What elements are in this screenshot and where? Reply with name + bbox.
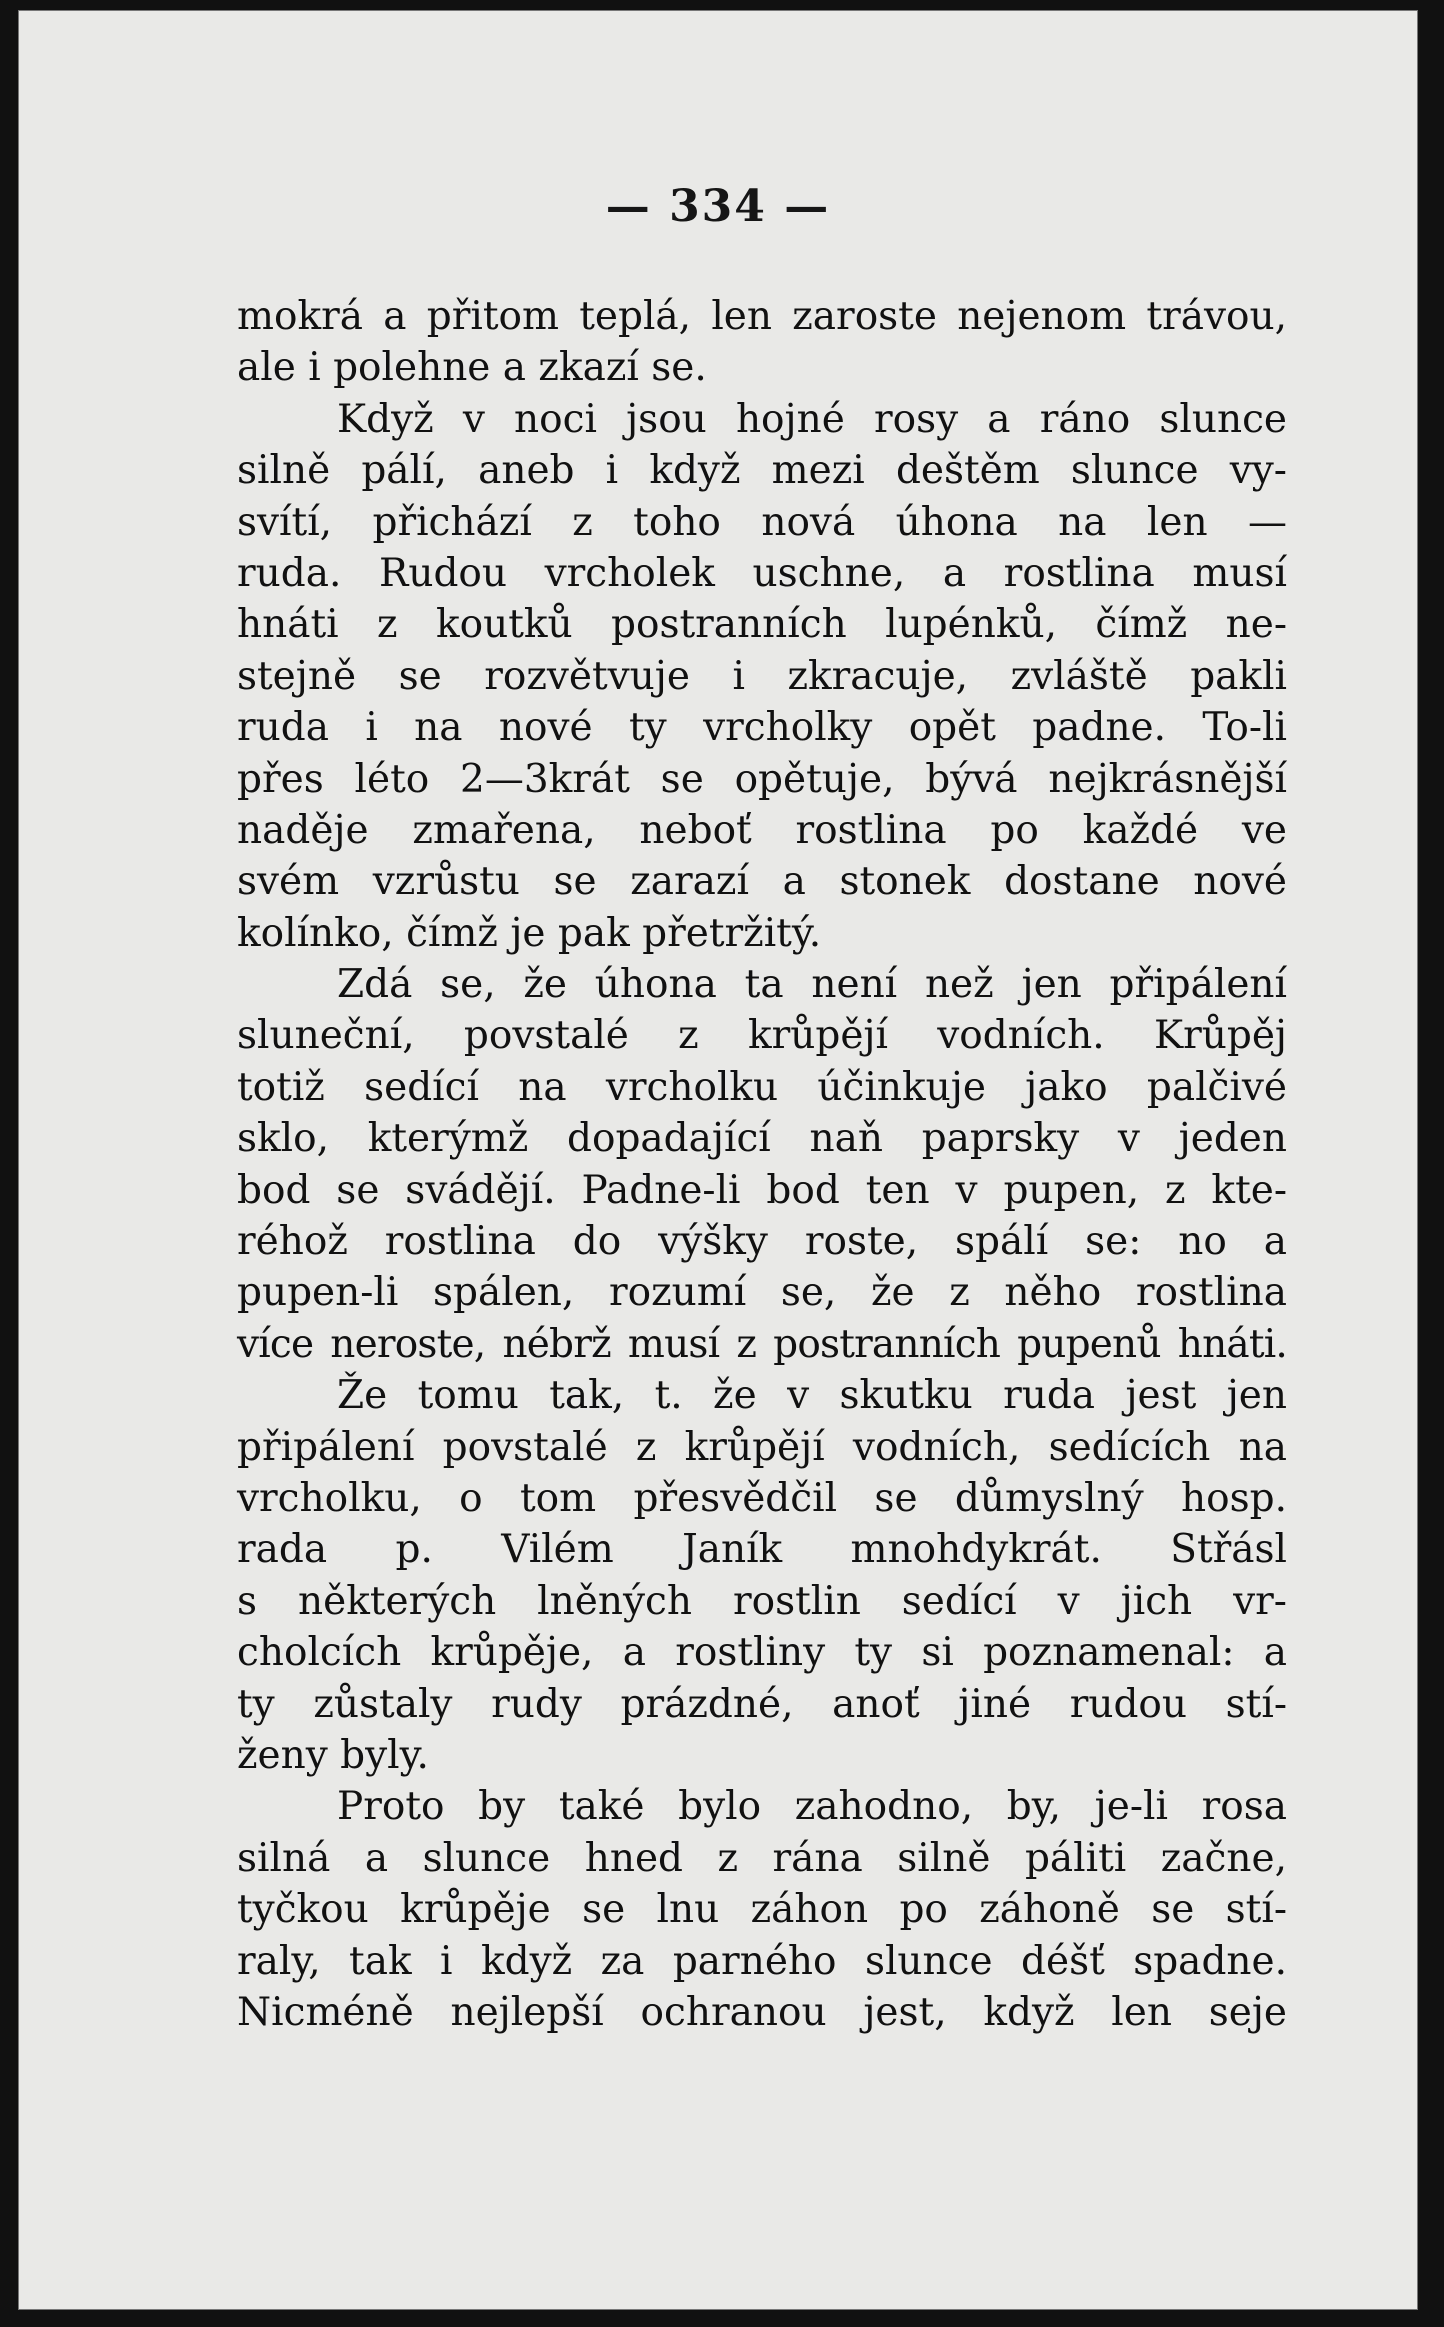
paragraph-start-line: Že tomu tak, t. že v skutku ruda jest jen [337, 1373, 1287, 1419]
text-line: přes léto 2—3krát se opětuje, bývá nejkrásnější [237, 756, 1287, 802]
paragraph-start-line: Když v noci jsou hojné rosy a ráno slunce [337, 396, 1287, 442]
text-line: kolínko, čímž je pak přetržitý. [237, 910, 822, 956]
text-line: silná a slunce hned z rána silně páliti začne, [237, 1835, 1287, 1881]
text-line: sklo, kterýmž dopadající naň paprsky v jeden [237, 1116, 1287, 1162]
text-line: s některých lněných rostlin sedící v jich vr- [237, 1578, 1287, 1624]
text-line: svém vzrůstu se zarazí a stonek dostane nové [237, 859, 1287, 905]
text-line: bod se svádějí. Padne-li bod ten v pupen, z kte- [237, 1167, 1287, 1213]
text-line: réhož rostlina do výšky roste, spálí se: no a [237, 1219, 1287, 1265]
text-line: ruda. Rudou vrcholek uschne, a rostlina musí [237, 550, 1287, 596]
text-line: totiž sedící na vrcholku účinkuje jako palčivé [237, 1064, 1287, 1110]
text-line: mokrá a přitom teplá, len zaroste nejenom trávou, [237, 294, 1287, 339]
text-line: svítí, přichází z toho nová úhona na len — [237, 499, 1287, 545]
text-line: rada p. Vilém Janík mnohdykrát. Střásl [237, 1527, 1287, 1573]
page-number: — 334 — [605, 181, 831, 232]
text-line: silně pálí, aneb i když mezi deštěm slunce vy- [237, 448, 1287, 494]
text-line: ty zůstaly rudy prázdné, anoť jiné rudou stí- [237, 1681, 1287, 1727]
text-line: hnáti z koutků postranních lupénků, čímž ne- [237, 602, 1287, 648]
body-text [237, 291, 1287, 2038]
text-line: připálení povstalé z krůpějí vodních, sedících na [237, 1424, 1287, 1470]
text-line: tyčkou krůpěje se lnu záhon po záhoně se stí- [237, 1887, 1287, 1933]
text-line: ženy byly. [237, 1732, 429, 1778]
text-line: sluneční, povstalé z krůpějí vodních. Krůpěj [237, 1013, 1287, 1059]
text-line: více neroste, nébrž musí z postranních pupenů hnáti. [237, 1321, 1287, 1367]
text-line: cholcích krůpěje, a rostliny ty si poznamenal: a [237, 1630, 1287, 1676]
paragraph-start-line: Proto by také bylo zahodno, by, je-li rosa [337, 1784, 1287, 1830]
paragraph-start-line: Zdá se, že úhona ta není než jen připálení [337, 962, 1287, 1008]
text-line: stejně se rozvětvuje i zkracuje, zvláště pakli [237, 653, 1287, 699]
text-line: pupen-li spálen, rozumí se, že z něho rostlina [237, 1270, 1287, 1316]
text-line: ale i polehne a zkazí se. [237, 345, 707, 391]
text-line: ruda i na nové ty vrcholky opět padne. To-li [237, 705, 1287, 751]
text-line: raly, tak i když za parného slunce déšť spadne. [237, 1938, 1287, 1984]
text-line: Nicméně nejlepší ochranou jest, když len seje [237, 1989, 1287, 2035]
book-page [18, 10, 1418, 2310]
text-line: naděje zmařena, neboť rostlina po každé ve [237, 807, 1287, 853]
text-line: vrcholku, o tom přesvědčil se důmyslný hosp. [237, 1475, 1287, 1521]
